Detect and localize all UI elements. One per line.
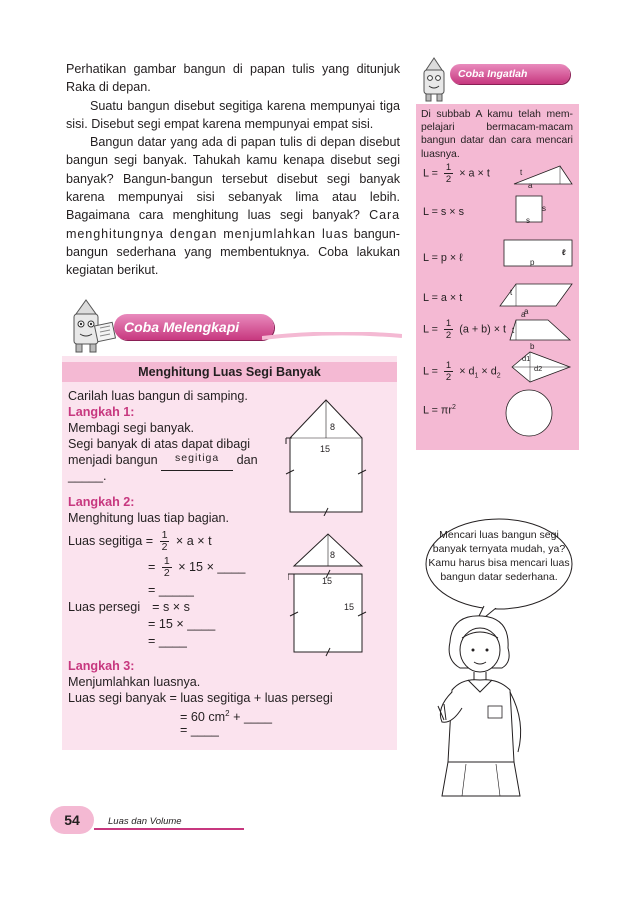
luas-persegi-expr: = s × s xyxy=(152,600,190,614)
formula-triangle xyxy=(423,162,490,185)
formula-circle xyxy=(423,404,456,417)
rhombus-d1-label: d1 xyxy=(522,354,531,363)
luas-segi-banyak-expr: = luas segitiga + luas persegi xyxy=(169,691,333,705)
formula-parallelogram: L = a × t xyxy=(423,292,463,304)
circle-shape-icon xyxy=(504,388,554,438)
formula-trapezoid xyxy=(423,318,506,341)
equals-sign: = xyxy=(148,559,156,574)
luas-segitiga-step-expr: × 15 × ____ xyxy=(178,559,246,574)
square-side-label-inner: s xyxy=(526,216,530,225)
intro-text xyxy=(66,60,400,280)
formula-trapezoid-prefix: L = xyxy=(423,323,438,336)
step-2-label: Langkah 2: xyxy=(68,495,135,509)
luas-segitiga-label: Luas segitiga = xyxy=(68,533,154,548)
fraction-denominator: 2 xyxy=(445,330,452,341)
step-1-line-3-suffix: dan xyxy=(236,453,258,467)
coba-ingatlah-title: Coba Ingatlah xyxy=(450,64,570,84)
fraction-half xyxy=(160,530,170,553)
step-3-blank: + ____ xyxy=(229,710,272,725)
intro-paragraph-3c: bangun-bangun sederhana yang membentuknya. Coba lakukan kegiatan berikut. xyxy=(66,226,400,278)
coba-melengkapi-header xyxy=(62,296,402,356)
header-underline-swoosh xyxy=(262,332,402,342)
trapezoid-t-label: t xyxy=(512,326,515,335)
fraction-numerator: 1 xyxy=(445,360,452,371)
girl-illustration xyxy=(422,612,542,802)
fraction-denominator: 2 xyxy=(445,174,452,185)
step-3-value: = 60 cm xyxy=(180,710,226,725)
formula-kite-prefix: L = xyxy=(423,365,438,378)
luas-segitiga-line-1 xyxy=(68,530,212,553)
intro-paragraph-1: Perhatikan gambar bangun di papan tulis yang ditunjuk Raka di depan. xyxy=(66,62,400,95)
luas-persegi-label: Luas persegi xyxy=(68,600,141,614)
formula-kite xyxy=(423,360,501,383)
luas-segitiga-line-3: = _____ xyxy=(148,583,194,597)
formula-triangle-prefix: L = xyxy=(423,167,438,180)
split-square-top-label: 15 xyxy=(322,576,333,586)
footer-rule xyxy=(94,828,244,830)
split-triangle-height-label: 8 xyxy=(330,550,336,560)
formula-circle-expr: L = πr xyxy=(423,404,452,417)
luas-persegi-line-1 xyxy=(68,599,190,616)
step-1-fill-word: segitiga xyxy=(175,452,220,464)
step-1-line-4: _____. xyxy=(68,469,107,483)
step-2-line-1: Menghitung luas tiap bagian. xyxy=(68,511,230,525)
page-footer xyxy=(50,806,250,836)
fraction-denominator: 2 xyxy=(161,541,168,553)
activity-box xyxy=(62,356,397,750)
formula-circle-sup: 2 xyxy=(451,404,456,411)
formula-triangle-suffix: × a × t xyxy=(459,167,490,180)
step-3-line-1: Menjumlahkan luasnya. xyxy=(68,675,201,689)
coba-ingatlah-header xyxy=(416,56,586,104)
step-1-line-3-prefix: menjadi bangun xyxy=(68,453,158,467)
fraction-half xyxy=(444,318,453,341)
formula-kite-sub-1: 1 xyxy=(474,372,479,380)
rectangle-l-label: ℓ xyxy=(562,248,566,257)
trapezoid-b-label: b xyxy=(530,342,535,351)
fraction-half xyxy=(444,360,453,383)
step-3-label: Langkah 3: xyxy=(68,659,135,673)
step-1-line-2: Segi banyak di atas dapat dibagi xyxy=(68,437,251,451)
step-1-fill-blank xyxy=(161,452,233,471)
fraction-denominator: 2 xyxy=(445,372,452,383)
split-square-side-label: 15 xyxy=(344,602,355,612)
robot-mascot-icon xyxy=(62,296,122,356)
rectangle-p-label: p xyxy=(530,258,535,267)
fraction-numerator: 1 xyxy=(445,318,452,329)
trapezoid-a-label: a xyxy=(521,310,526,319)
formula-rectangle: L = p × ℓ xyxy=(423,252,463,264)
fraction-numerator: 1 xyxy=(445,162,452,173)
pentagon-figure xyxy=(282,396,372,516)
page-number: 54 xyxy=(50,806,94,834)
coba-melengkapi-title: Coba Melengkapi xyxy=(114,314,274,340)
step-3-line-2 xyxy=(68,690,333,707)
parallelogram-a-label: a xyxy=(524,307,529,316)
formula-trapezoid-suffix: (a + b) × t xyxy=(459,323,507,336)
trapezoid-shape-icon xyxy=(508,318,574,342)
robot-mascot-small-icon xyxy=(416,56,456,104)
intro-paragraph-3 xyxy=(66,133,400,279)
speech-bubble xyxy=(424,518,574,612)
rhombus-d2-label: d2 xyxy=(534,364,543,373)
luas-segitiga-line-2 xyxy=(148,556,245,579)
activity-instruction: Carilah luas bangun di samping. xyxy=(68,389,248,403)
step-1-label: Langkah 1: xyxy=(68,405,135,419)
triangle-a-label: a xyxy=(528,181,533,190)
pentagon-side-label: 15 xyxy=(320,444,331,454)
intro-paragraph-3a: Bangun datar yang ada di papan tulis di depan disebut bangun segi banyak. Tahukah kamu kenapa disebut segi banyak? Bangun-bangun tersebut disebut segi banyak karena mempunyai sisi sebanyak lima atau lebih. Bagaimana cara menghitung luas segi banyak? xyxy=(66,135,400,223)
step-3-superscript: 2 xyxy=(225,709,230,718)
triangle-t-label: t xyxy=(520,168,523,177)
formula-kite-mid: × d xyxy=(459,365,475,378)
step-1-line-1: Membagi segi banyak. xyxy=(68,421,195,435)
formula-kite-times: × d xyxy=(478,365,497,378)
parallelogram-t-label: t xyxy=(510,288,513,297)
coba-ingatlah-intro: Di subbab A kamu telah mem-pelajari bermacam-macam bangun datar dan cara mencari luasnya. xyxy=(421,109,573,160)
square-side-label-right: s xyxy=(542,204,546,213)
luas-persegi-line-2: = 15 × ____ xyxy=(148,617,216,631)
intro-paragraph-3b: Cara menghitungnya dengan menjumlahkan luas xyxy=(66,208,401,241)
step-3-line-4: = ____ xyxy=(180,723,219,737)
formula-kite-sub-2: 2 xyxy=(496,372,501,380)
split-figure xyxy=(288,528,378,658)
coba-ingatlah-box xyxy=(416,104,579,450)
fraction-denominator: 2 xyxy=(163,567,170,579)
pentagon-height-label: 8 xyxy=(330,422,336,432)
luas-persegi-line-3: = ____ xyxy=(148,634,187,648)
footer-title: Luas dan Volume xyxy=(108,816,182,827)
speech-bubble-text: Mencari luas bangun segi banyak ternyata mudah, ya? Kamu harus bisa mencari luas bangun datar sederhana. xyxy=(428,529,570,583)
formula-square: L = s × s xyxy=(423,206,465,218)
fraction-numerator: 1 xyxy=(161,529,168,541)
activity-heading: Menghitung Luas Segi Banyak xyxy=(62,362,397,382)
intro-paragraph-2: Suatu bangun disebut segitiga karena mempunyai tiga sisi. Disebut segi empat karena mempunyai empat sisi. xyxy=(66,98,400,131)
fraction-half xyxy=(444,162,453,185)
luas-segi-banyak-label: Luas segi banyak xyxy=(68,691,167,705)
luas-segitiga-expr: × a × t xyxy=(175,533,212,548)
fraction-half xyxy=(162,556,172,579)
fraction-numerator: 1 xyxy=(163,555,170,567)
